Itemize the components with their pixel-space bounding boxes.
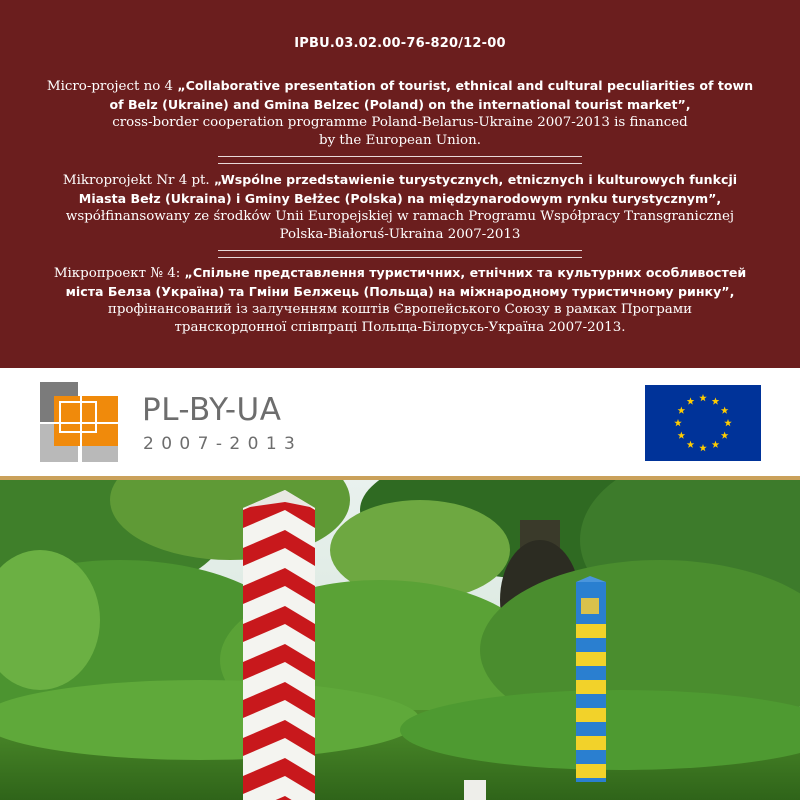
polish-line-3: współfinansowany ze środków Unii Europejskiej w ramach Programu Współpracy Transgranicznej <box>65 209 735 224</box>
polish-line-2: Miasta Bełz (Ukraina) i Gminy Bełżec (Polska) na międzynarodowym rynku turystycznym”, <box>78 190 722 206</box>
polish-line-4: Polska-Białoruś-Ukraina 2007-2013 <box>279 226 521 242</box>
eu-flag-icon <box>645 385 761 461</box>
border-posts-photo <box>0 480 800 800</box>
separator-line <box>218 156 582 164</box>
ukrainian-border-post-icon <box>576 576 606 782</box>
project-code: IPBU.03.02.00-76-820/12-00 <box>294 36 506 51</box>
english-line-4: by the European Union. <box>319 132 481 148</box>
pl-by-ua-logo-icon <box>40 382 118 462</box>
polish-border-post-icon <box>243 480 315 800</box>
english-line-3: cross-border cooperation programme Poland-Belarus-Ukraine 2007-2013 is financed <box>112 115 688 130</box>
ukrainian-line-3: профінансований із залученням коштів Європейського Союзу в рамках Програми <box>107 302 693 317</box>
program-years: 2007-2013 <box>143 434 303 454</box>
english-line-2: of Belz (Ukraine) and Gmina Belzec (Poland) on the international tourist market”, <box>109 96 691 112</box>
separator-line <box>218 250 582 258</box>
polish-description <box>20 171 780 243</box>
english-description <box>20 77 780 149</box>
ukrainian-line-1: Мікропроект № 4: „Спільне представлення туристичних, етнічних та культурних особливостей <box>53 265 747 281</box>
ukrainian-line-4: транскордонної співпраці Польща-Білорусь-Україна 2007-2013. <box>174 319 626 335</box>
polish-line-1: Mikroprojekt Nr 4 pt. „Wspólne przedstawienie turystycznych, etnicznych i kulturowych funkcji <box>62 172 738 188</box>
ukrainian-line-2: міста Белза (Україна) та Гміни Белжець (Польща) на міжнародному туристичному ринку”, <box>65 283 735 299</box>
english-line-1: Micro-project no 4 „Collaborative presentation of tourist, ethnical and cultural peculiarities of town <box>46 78 754 94</box>
header-panel <box>0 0 800 368</box>
ukrainian-description <box>20 264 780 336</box>
program-title: PL-BY-UA <box>142 392 282 428</box>
